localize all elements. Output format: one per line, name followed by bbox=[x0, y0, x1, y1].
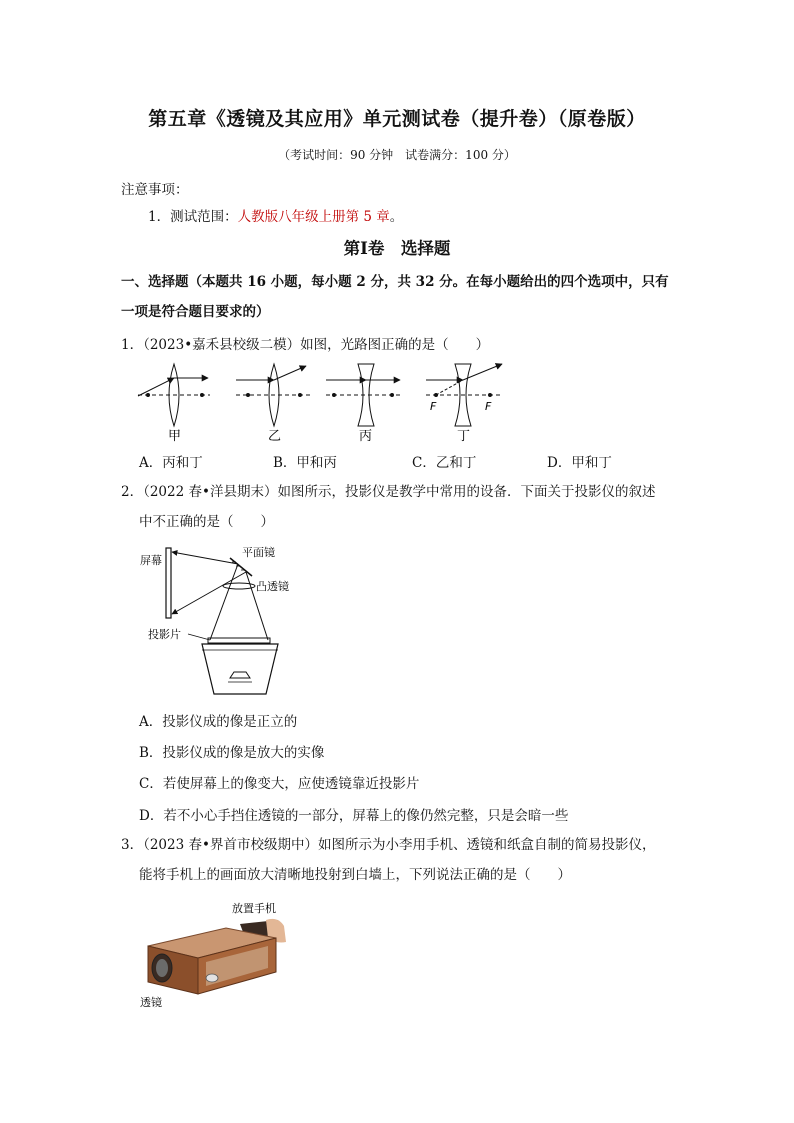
question-2-option-b[interactable]: B．投影仪成的像是放大的实像 bbox=[139, 745, 325, 761]
question-1-figure bbox=[130, 360, 510, 445]
question-1-option-c[interactable]: C．乙和丁 bbox=[412, 455, 477, 471]
question-2-figure bbox=[138, 542, 308, 697]
part-one-line1: 一、选择题（本题共 16 小题，每小题 2 分，共 32 分。在每小题给出的四个选项中，只有 bbox=[121, 274, 669, 290]
question-2-stem-line2: 中不正确的是（ ） bbox=[139, 514, 274, 530]
diagram-label-ding: 丁 bbox=[457, 429, 471, 444]
question-2-option-d[interactable]: D．若不小心手挡住透镜的一部分，屏幕上的像仍然完整，只是会暗一些 bbox=[139, 808, 569, 824]
question-3-stem-line2: 能将手机上的画面放大清晰地投射到白墙上，下列说法正确的是（ ） bbox=[139, 867, 571, 883]
question-1-option-b[interactable]: B．甲和丙 bbox=[273, 455, 337, 471]
notes-item bbox=[148, 205, 403, 225]
question-1-option-d[interactable]: D．甲和丁 bbox=[547, 455, 612, 471]
notes-item-prefix: 1．测试范围： bbox=[148, 209, 238, 225]
notes-label: 注意事项： bbox=[121, 182, 189, 198]
question-2-option-a[interactable]: A．投影仪成的像是正立的 bbox=[139, 714, 298, 730]
question-2-stem-line1: 2．（2022 春•洋县期末）如图所示，投影仪是教学中常用的设备．下面关于投影仪的叙述 bbox=[121, 484, 656, 500]
focus-label-right: F bbox=[485, 400, 492, 413]
question-1-stem: 1．（2023•嘉禾县校级二模）如图，光路图正确的是（ ） bbox=[121, 337, 490, 353]
label-lens: 凸透镜 bbox=[256, 580, 289, 593]
diagram-jia bbox=[138, 364, 210, 426]
diagram-label-yi: 乙 bbox=[268, 429, 282, 444]
focus-label-left: F bbox=[430, 400, 437, 413]
diagram-ding bbox=[426, 364, 502, 426]
part-one-line2: 一项是符合题目要求的） bbox=[121, 304, 270, 320]
label-phone: 放置手机 bbox=[232, 902, 276, 915]
diagram-bing bbox=[326, 364, 402, 426]
notes-item-suffix: 。 bbox=[389, 209, 404, 225]
diagram-label-bing: 丙 bbox=[359, 429, 373, 444]
label-lens-q3: 透镜 bbox=[140, 996, 162, 1009]
question-1-option-a[interactable]: A．丙和丁 bbox=[139, 455, 203, 471]
diagram-yi bbox=[236, 364, 310, 426]
label-mirror: 平面镜 bbox=[242, 546, 275, 559]
question-3-figure bbox=[136, 898, 296, 1013]
page-title: 第五章《透镜及其应用》单元测试卷（提升卷）（原卷版） bbox=[148, 108, 646, 130]
diagram-label-jia: 甲 bbox=[168, 429, 182, 444]
label-slide: 投影片 bbox=[148, 628, 181, 641]
exam-info: （考试时间：90 分钟 试卷满分：100 分） bbox=[278, 148, 516, 162]
section-title: 第Ⅰ卷 选择题 bbox=[343, 239, 451, 258]
label-screen: 屏幕 bbox=[140, 554, 162, 567]
question-3-stem-line1: 3．（2023 春•界首市校级期中）如图所示为小李用手机、透镜和纸盒自制的简易投影仪， bbox=[121, 837, 656, 853]
question-2-option-c[interactable]: C．若使屏幕上的像变大，应使透镜靠近投影片 bbox=[139, 776, 420, 792]
notes-item-scope: 人教版八年级上册第 5 章 bbox=[237, 209, 390, 225]
